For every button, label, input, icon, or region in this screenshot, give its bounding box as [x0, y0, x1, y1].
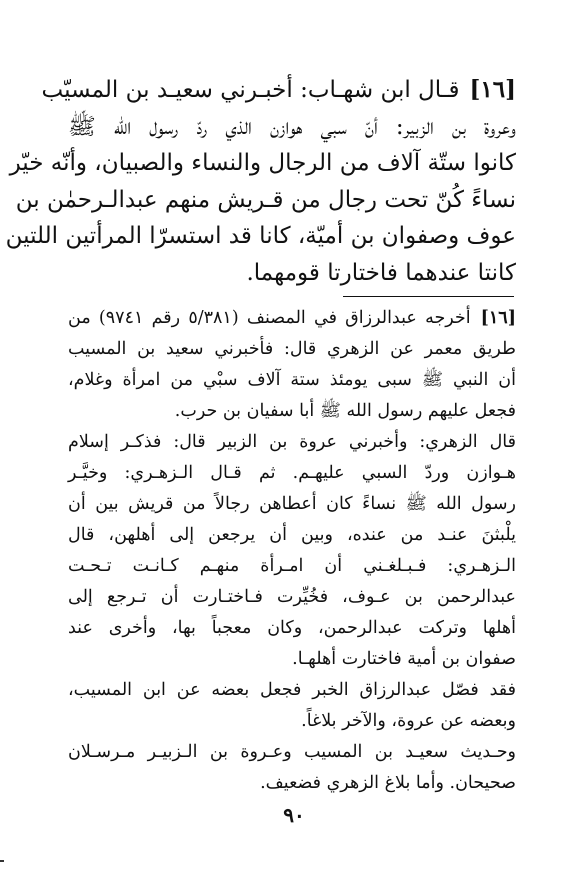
scan-edge-mark: [0, 860, 4, 862]
hadith-line: عوف وصفوان بن أميّة، كانا قد استسرّا المرأتين اللتين: [5, 223, 516, 249]
hadith-line: وعروة بن الزبير: أنّ سبي هوازن الذي ردّ رسول الله ﷺ: [68, 113, 516, 140]
footnote-line: أن النبي ﷺ سبى يومئذ ستة آلاف سبْي من امرأة وغلام،: [68, 370, 516, 390]
hadith-line: نساءً كُنّ تحت رجال من قـريش منهم عبدالـرحمٰن بن: [15, 186, 516, 213]
footnote-line: وحـديث سعيـد بن المسيب وعـروة بن الـزبيـر مـرسـلان: [68, 742, 516, 762]
footnote-line: هـوازن وردّ السبي عليهـم. ثم قـال الـزهـري: وخيَّـر: [68, 463, 516, 483]
footnote-line: فجعل عليهم رسول الله ﷺ أبا سفيان بن حرب.: [174, 401, 516, 421]
footnote-line: طريق معمر عن الزهري قال: فأخبرني سعيد بن المسيب: [68, 339, 516, 359]
footnote-line: يلْبثنَ عنـد من عنده، وبين أن يرجعن إلى أهلهن، قال: [68, 525, 516, 545]
hadith-number: [١٦]: [469, 76, 516, 103]
footnote-line: رسول الله ﷺ نساءً كان أعطاهن رجالاً من قريش بين أن: [68, 494, 516, 514]
page-number: ٩٠: [283, 803, 305, 827]
hadith-line: كانوا ستّة آلاف من الرجال والنساء والصبيان، وأنّه خيّر: [9, 150, 516, 176]
footnote-line: أهلها وتركت عبدالرحمن، وكان معجباً بها، وأخرى عند: [68, 618, 516, 638]
footnote-block: [68, 303, 516, 799]
footnote-line: [١٦]أخرجه عبدالرزاق في المصنف (٥/٣٨١ رقم ٩٧٤١) من: [68, 308, 516, 328]
hadith-line: كانتا عندهما فاختارتا قومهما.: [246, 259, 516, 286]
footnote-line: صفوان بن أمية فاختارت أهلهـا.: [292, 649, 516, 669]
footnote-separator: [343, 296, 514, 297]
hadith-text: [5, 72, 516, 291]
footnote-number: [١٦]: [480, 308, 516, 328]
hadith-line: [١٦]قـال ابن شهـاب: أخبـرني سعيـد بن المسيّب: [41, 76, 516, 103]
footnote-line: صحيحان. وأما بلاغ الزهري فضعيف.: [260, 773, 516, 793]
footnote-line: فقد فصّل عبدالرزاق الخبر فجعل بعضه عن ابن المسيب،: [68, 680, 516, 700]
footnote-line: وبعضه عن عروة، والآخر بلاغاً.: [301, 711, 516, 731]
footnote-line: عبدالرحمن بن عـوف، فخُيِّرت فـاختـارت أن تـرجع إلى: [68, 587, 516, 607]
footnote-line: الـزهـري: فـبـلغـني أن امـرأة منهـم كـانـت تـحـت: [68, 556, 516, 576]
footnote-line: قال الزهري: وأخبرني عروة بن الزبير قال: فذكـر إسلام: [68, 432, 516, 452]
